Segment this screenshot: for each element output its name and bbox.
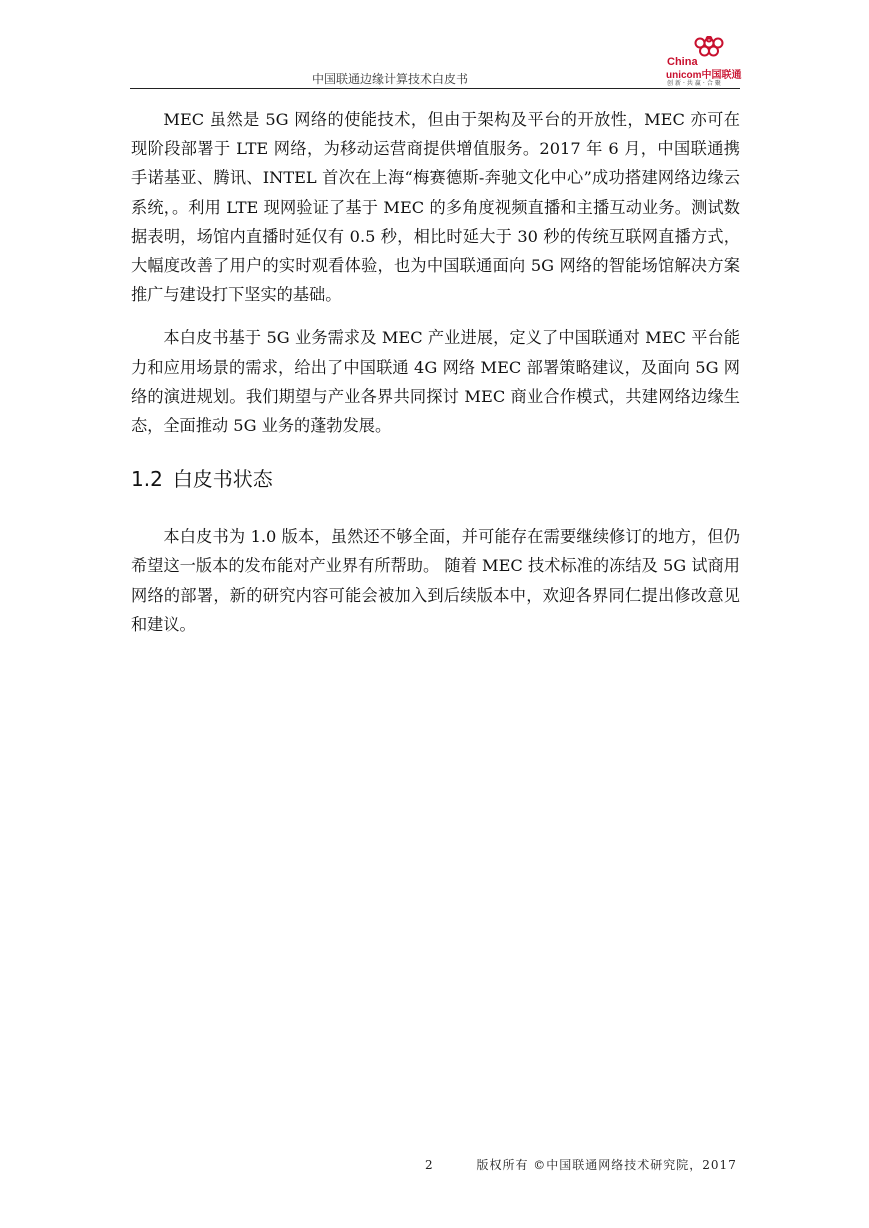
page-footer (425, 1156, 737, 1173)
body-paragraph: MEC 虽然是 5G 网络的使能技术，但由于架构及平台的开放性，MEC 亦可在现阶段部署于 LTE 网络，为移动运营商提供增值服务。2017 年 6 月，中国联通携手诺基亚、腾讯、INTEL 首次在上海“梅赛德斯-奔驰文化中心”成功搭建网络边缘云系统，。利用 LTE 现网验证了基于 MEC 的多角度视频直播和主播互动业务。测试数据表明，场馆内直播时延仅有 0.5 秒，相比时延大于 30 秒的传统互联网直播方式，大幅度改善了用户的实时观看体验，也为中国联通面向 5G 网络的智能场馆解决方案推广与建设打下坚实的基础。 (131, 110, 740, 305)
page-number: 2 (425, 1158, 433, 1172)
section-number: 1.2 (131, 467, 163, 492)
body-paragraph: 本白皮书基于 5G 业务需求及 MEC 产业进展，定义了中国联通对 MEC 平台能力和应用场景的需求，给出了中国联通 4G 网络 MEC 部署策略建议，及面向 5G 网络的演进规划。我们期望与产业各界共同探讨 MEC 商业合作模式，共建网络边缘生态，全面推动 5G 业务的蓬勃发展。 (131, 328, 740, 436)
logo-wordmark-china: China (667, 56, 698, 68)
section-heading (131, 464, 740, 494)
logo-wordmark-unicom: unicom中国联通 (666, 70, 742, 81)
header-divider (130, 88, 740, 89)
copyright-notice: 版权所有 ©中国联通网络技术研究院，2017 (476, 1158, 737, 1172)
china-unicom-logo (662, 36, 742, 88)
logo-slogan: 创新·共赢·合聚 (667, 80, 723, 87)
section-title: 白皮书状态 (172, 467, 273, 492)
header-title: 中国联通边缘计算技术白皮书 (311, 72, 468, 86)
body-paragraph: 本白皮书为 1.0 版本，虽然还不够全面，并可能存在需要继续修订的地方，但仍希望这一版本的发布能对产业界有所帮助。 随着 MEC 技术标准的冻结及 5G 试商用网络的部署，新的研究内容可能会被加入到后续版本中，欢迎各界同仁提出修改意见和建议。 (131, 527, 740, 634)
main-content (131, 105, 740, 653)
